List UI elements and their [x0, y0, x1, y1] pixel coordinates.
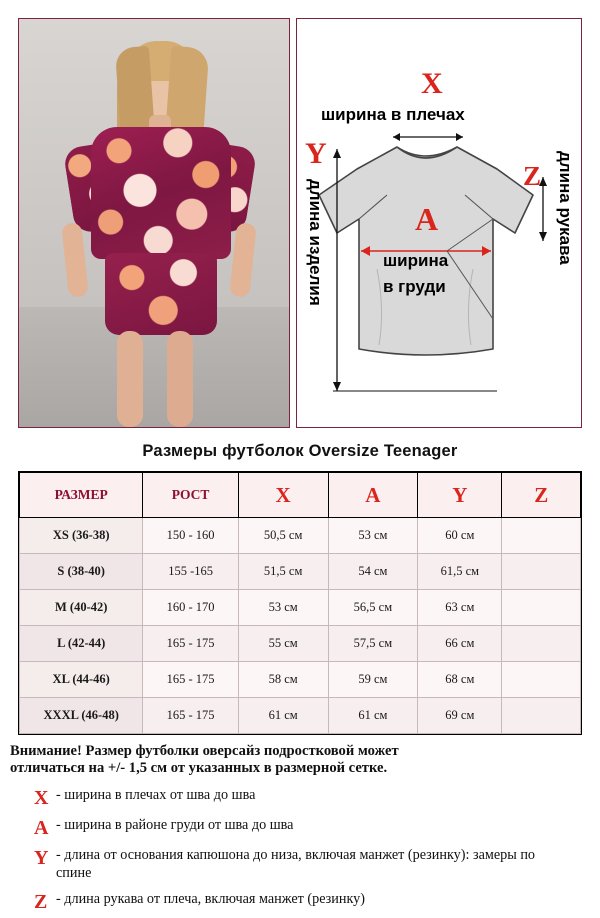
cell-height: 165 - 175: [143, 698, 238, 734]
table-header-size: РАЗМЕР: [20, 473, 143, 518]
cell-y: 63 см: [418, 590, 502, 626]
cell-z: [502, 554, 581, 590]
cell-y: 68 см: [418, 662, 502, 698]
cell-a: 61 см: [328, 698, 418, 734]
cell-size: XS (36-38): [20, 518, 143, 554]
leg-right: [167, 331, 193, 427]
cell-height: 165 - 175: [143, 662, 238, 698]
legend-letter-a: A: [34, 817, 49, 840]
table-header-z: Z: [502, 473, 581, 518]
legend: [34, 787, 570, 912]
table-header-x: X: [238, 473, 328, 518]
cell-x: 61 см: [238, 698, 328, 734]
diagram-label-a-line1: ширина: [383, 251, 449, 270]
leg-left: [117, 331, 143, 427]
arm-right: [229, 222, 257, 298]
size-table-wrapper: [18, 471, 582, 735]
shorts: [105, 253, 217, 335]
cell-x: 55 см: [238, 626, 328, 662]
cell-size: XXXL (46-48): [20, 698, 143, 734]
top-image-area: [18, 18, 582, 428]
cell-z: [502, 518, 581, 554]
cell-size: XL (44-46): [20, 662, 143, 698]
size-chart-page: [0, 18, 600, 918]
cell-z: [502, 698, 581, 734]
diagram-letter-y: Y: [305, 137, 327, 170]
cell-y: 66 см: [418, 626, 502, 662]
cell-z: [502, 626, 581, 662]
cell-size: L (42-44): [20, 626, 143, 662]
table-header-y: Y: [418, 473, 502, 518]
size-table-body: [20, 518, 581, 734]
cell-x: 51,5 см: [238, 554, 328, 590]
legend-text-y: - длина от основания капюшона до низа, включая манжет (резинку): замеры по спине: [56, 847, 536, 881]
cell-a: 56,5 см: [328, 590, 418, 626]
warning-line-2: отличаться на +/- 1,5 см от указанных в размерной сетке.: [10, 760, 388, 777]
size-table-head: [20, 473, 581, 518]
legend-item-y: [34, 847, 570, 882]
cell-z: [502, 590, 581, 626]
cell-x: 53 см: [238, 590, 328, 626]
cell-height: 155 -165: [143, 554, 238, 590]
table-row: [20, 626, 581, 662]
legend-letter-y: Y: [34, 847, 49, 870]
diagram-letter-a: A: [415, 201, 439, 237]
legend-text-z: - длина рукава от плеча, включая манжет (резинку): [56, 891, 365, 908]
legend-item-x: [34, 787, 570, 808]
cell-height: 160 - 170: [143, 590, 238, 626]
table-row: [20, 518, 581, 554]
cell-y: 61,5 см: [418, 554, 502, 590]
diagram-letter-x: X: [421, 67, 443, 100]
diagram-label-a-line2: в груди: [383, 277, 446, 296]
warning-line-1: Внимание! Размер футболки оверсайз подростковой может: [10, 743, 399, 759]
cell-x: 50,5 см: [238, 518, 328, 554]
table-header-height: РОСТ: [143, 473, 238, 518]
cell-height: 150 - 160: [143, 518, 238, 554]
cell-a: 53 см: [328, 518, 418, 554]
table-header-row: [20, 473, 581, 518]
size-table: [19, 472, 581, 734]
legend-text-a: - ширина в районе груди от шва до шва: [56, 817, 294, 834]
cell-a: 54 см: [328, 554, 418, 590]
cell-y: 69 см: [418, 698, 502, 734]
cell-size: S (38-40): [20, 554, 143, 590]
table-row: [20, 590, 581, 626]
cell-size: M (40-42): [20, 590, 143, 626]
table-row: [20, 698, 581, 734]
legend-letter-z: Z: [34, 891, 48, 914]
cell-x: 58 см: [238, 662, 328, 698]
cell-a: 57,5 см: [328, 626, 418, 662]
legend-text-x: - ширина в плечах от шва до шва: [56, 787, 256, 804]
tshirt-body: [91, 127, 231, 259]
product-photo: [18, 18, 290, 428]
warning-note: [10, 743, 590, 777]
model-illustration: [39, 27, 269, 428]
legend-letter-x: X: [34, 787, 49, 810]
table-title: Размеры футболок Oversize Teenager: [142, 442, 458, 460]
diagram-letter-z: Z: [523, 161, 542, 191]
cell-height: 165 - 175: [143, 626, 238, 662]
diagram-label-z: длина рукава: [556, 151, 575, 265]
measurement-diagram: [296, 18, 582, 428]
legend-item-z: [34, 891, 570, 912]
diagram-label-y: длина изделия: [306, 179, 325, 306]
cell-y: 60 см: [418, 518, 502, 554]
legend-item-a: [34, 817, 570, 838]
table-row: [20, 662, 581, 698]
arm-left: [61, 222, 89, 298]
cell-z: [502, 662, 581, 698]
table-header-a: A: [328, 473, 418, 518]
cell-a: 59 см: [328, 662, 418, 698]
table-row: [20, 554, 581, 590]
diagram-label-x: ширина в плечах: [321, 105, 465, 124]
